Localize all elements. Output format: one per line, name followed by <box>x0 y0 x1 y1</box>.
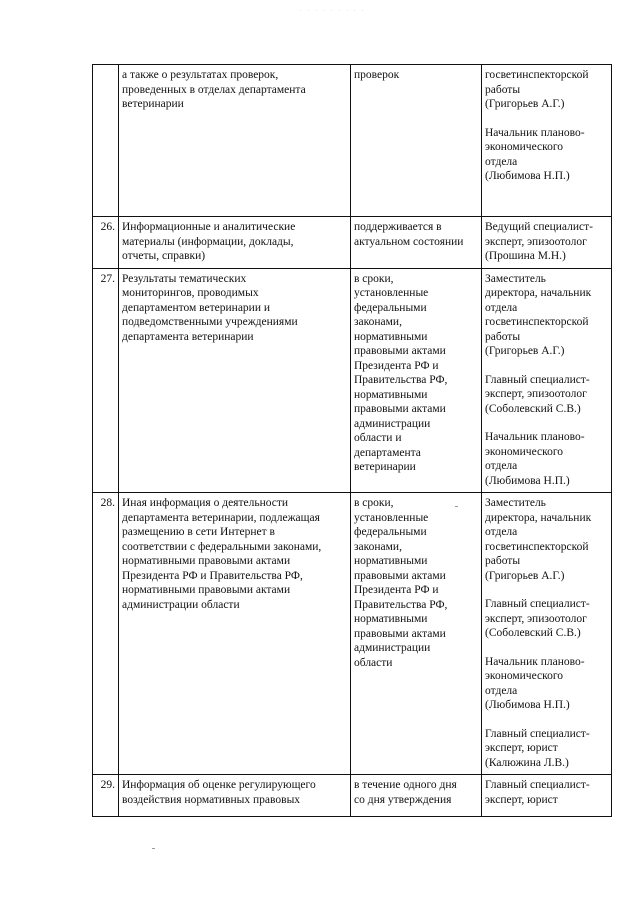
term-line: установленные <box>354 287 429 299</box>
responsible-cell <box>482 268 612 493</box>
term-line: установленные <box>354 511 429 524</box>
term-line: нормативными <box>354 555 428 567</box>
row-number <box>93 65 119 217</box>
info-line: администрации области <box>122 598 240 611</box>
responsible-line: Начальник планово- <box>485 126 585 139</box>
table-row <box>93 268 612 493</box>
info-line: подведомственными учреждениями <box>122 316 298 328</box>
responsible-line: (Григорьев А.Г.) <box>485 345 565 357</box>
info-cell <box>119 493 351 775</box>
term-line: Правительства РФ, <box>354 598 448 611</box>
responsible-line: Главный специалист- <box>485 373 590 386</box>
info-line: Президента РФ и Правительства РФ, <box>122 569 303 582</box>
responsible-cell <box>482 65 612 217</box>
term-line: законами, <box>354 540 402 553</box>
term-line: проверок <box>354 69 400 81</box>
responsible-line: работы <box>485 83 521 96</box>
term-line: Правительства РФ, <box>354 374 448 386</box>
term-line: актуальном состоянии <box>354 235 464 248</box>
table-row <box>93 493 612 775</box>
responsible-line: эксперт, эпизоотолог <box>485 388 587 400</box>
info-line: Результаты тематических <box>122 272 247 285</box>
responsible-person <box>485 220 608 264</box>
term-line: со дня утверждения <box>354 793 452 806</box>
responsible-line: (Соболевский С.В.) <box>485 402 581 415</box>
responsible-line: эксперт, эпизоотолог <box>485 235 587 248</box>
term-line: правовыми актами <box>354 627 446 640</box>
term-line: в сроки, <box>354 497 394 509</box>
responsible-cell <box>482 217 612 269</box>
responsible-line: эксперт, юрист <box>485 742 558 754</box>
responsible-person <box>485 430 608 488</box>
term-line: нормативными <box>354 388 428 401</box>
term-cell <box>351 493 482 775</box>
responsible-line: отдела <box>485 526 518 538</box>
responsible-line: госветинспекторской <box>485 316 589 328</box>
responsible-line: Главный специалист- <box>485 779 590 791</box>
row-number: 28. <box>93 493 119 775</box>
responsible-line: (Любимова Н.П.) <box>485 474 570 487</box>
table-body <box>93 65 612 817</box>
info-line: а также о результатах проверок, <box>122 69 279 81</box>
responsible-line: Заместитель <box>485 272 546 285</box>
info-line: соответствии с федеральными законами, <box>122 540 322 553</box>
term-line: федеральными <box>354 301 427 314</box>
info-line: нормативными правовыми актами <box>122 584 291 596</box>
responsible-person <box>485 126 608 184</box>
responsible-person <box>485 373 608 417</box>
responsible-line: эксперт, эпизоотолог <box>485 612 587 625</box>
term-line: в сроки, <box>354 272 394 285</box>
term-line: правовыми актами <box>354 569 446 582</box>
responsible-line: экономического <box>485 141 564 153</box>
responsible-person <box>485 68 608 112</box>
information-table <box>92 64 612 817</box>
responsible-line: (Соболевский С.В.) <box>485 627 581 639</box>
responsible-line: госветинспекторской <box>485 540 589 553</box>
responsible-line: (Калюжина Л.В.) <box>485 756 569 769</box>
responsible-person <box>485 496 608 583</box>
info-cell <box>119 775 351 817</box>
responsible-line: отдела <box>485 155 518 168</box>
responsible-line: Начальник планово- <box>485 655 585 668</box>
term-line: нормативными <box>354 330 428 343</box>
info-line: Информационные и аналитические <box>122 221 296 233</box>
info-line: нормативными правовыми актами <box>122 555 291 567</box>
info-line: мониторингов, проводимых <box>122 287 259 299</box>
term-line: ветеринарии <box>354 461 416 473</box>
info-line: размещению в сети Интернет в <box>122 526 275 538</box>
term-cell <box>351 65 482 217</box>
info-cell <box>119 268 351 493</box>
responsible-line: (Прошина М.Н.) <box>485 250 566 262</box>
term-line: департамента <box>354 446 421 459</box>
responsible-line: Ведущий специалист- <box>485 221 593 233</box>
responsible-person <box>485 597 608 641</box>
responsible-line: работы <box>485 555 521 567</box>
responsible-line: (Любимова Н.П.) <box>485 170 570 182</box>
responsible-line: (Григорьев А.Г.) <box>485 98 565 110</box>
table-row <box>93 775 612 817</box>
term-cell <box>351 268 482 493</box>
responsible-line: Главный специалист- <box>485 727 590 740</box>
responsible-line: (Любимова Н.П.) <box>485 699 570 711</box>
term-line: законами, <box>354 316 402 328</box>
responsible-cell <box>482 775 612 817</box>
info-cell <box>119 65 351 217</box>
responsible-person <box>485 727 608 771</box>
row-number: 27. <box>93 268 119 493</box>
row-number: 26. <box>93 217 119 269</box>
term-cell <box>351 217 482 269</box>
term-line: правовыми актами <box>354 345 446 357</box>
term-line: в течение одного дня <box>354 779 457 791</box>
responsible-person <box>485 272 608 359</box>
table-row <box>93 65 612 217</box>
responsible-line: (Григорьев А.Г.) <box>485 569 565 582</box>
responsible-line: отдела <box>485 684 518 697</box>
term-line: Президента РФ и <box>354 359 439 372</box>
responsible-line: экономического <box>485 670 564 682</box>
responsible-line: отдела <box>485 301 518 314</box>
responsible-line: Главный специалист- <box>485 598 590 610</box>
info-line: департаментом ветеринарии и <box>122 301 271 314</box>
responsible-line: госветинспекторской <box>485 69 589 81</box>
table-row <box>93 217 612 269</box>
responsible-line: экономического <box>485 445 564 458</box>
responsible-line: работы <box>485 330 521 343</box>
info-line: ветеринарии <box>122 98 184 110</box>
responsible-person <box>485 655 608 713</box>
info-line: Иная информация о деятельности <box>122 497 289 509</box>
responsible-cell <box>482 493 612 775</box>
responsible-person <box>485 778 608 807</box>
term-line: правовыми актами <box>354 403 446 415</box>
row-number: 29. <box>93 775 119 817</box>
scan-speck <box>152 848 155 849</box>
term-line: поддерживается в <box>354 221 442 233</box>
responsible-line: директора, начальник <box>485 287 592 299</box>
scan-artifact: · · · · · · · · · <box>300 8 366 14</box>
info-line: департамента ветеринарии <box>122 330 254 343</box>
term-line: области и <box>354 432 402 444</box>
info-line: департамента ветеринарии, подлежащая <box>122 511 320 524</box>
responsible-line: директора, начальник <box>485 511 592 524</box>
info-line: проведенных в отделах департамента <box>122 83 306 96</box>
term-line: области <box>354 656 393 669</box>
term-line: администрации <box>354 417 431 430</box>
responsible-line: Заместитель <box>485 497 546 509</box>
term-line: Президента РФ и <box>354 584 439 596</box>
term-line: федеральными <box>354 526 427 538</box>
term-cell <box>351 775 482 817</box>
info-line: материалы (информации, доклады, <box>122 235 294 248</box>
term-line: администрации <box>354 642 431 654</box>
info-line: отчеты, справки) <box>122 250 206 262</box>
info-line: воздействия нормативных правовых <box>122 793 301 806</box>
responsible-line: отдела <box>485 460 518 472</box>
responsible-line: Начальник планово- <box>485 431 585 443</box>
term-line: нормативными <box>354 613 428 625</box>
info-line: Информация об оценке регулирующего <box>122 779 316 791</box>
info-cell <box>119 217 351 269</box>
responsible-line: эксперт, юрист <box>485 793 558 806</box>
